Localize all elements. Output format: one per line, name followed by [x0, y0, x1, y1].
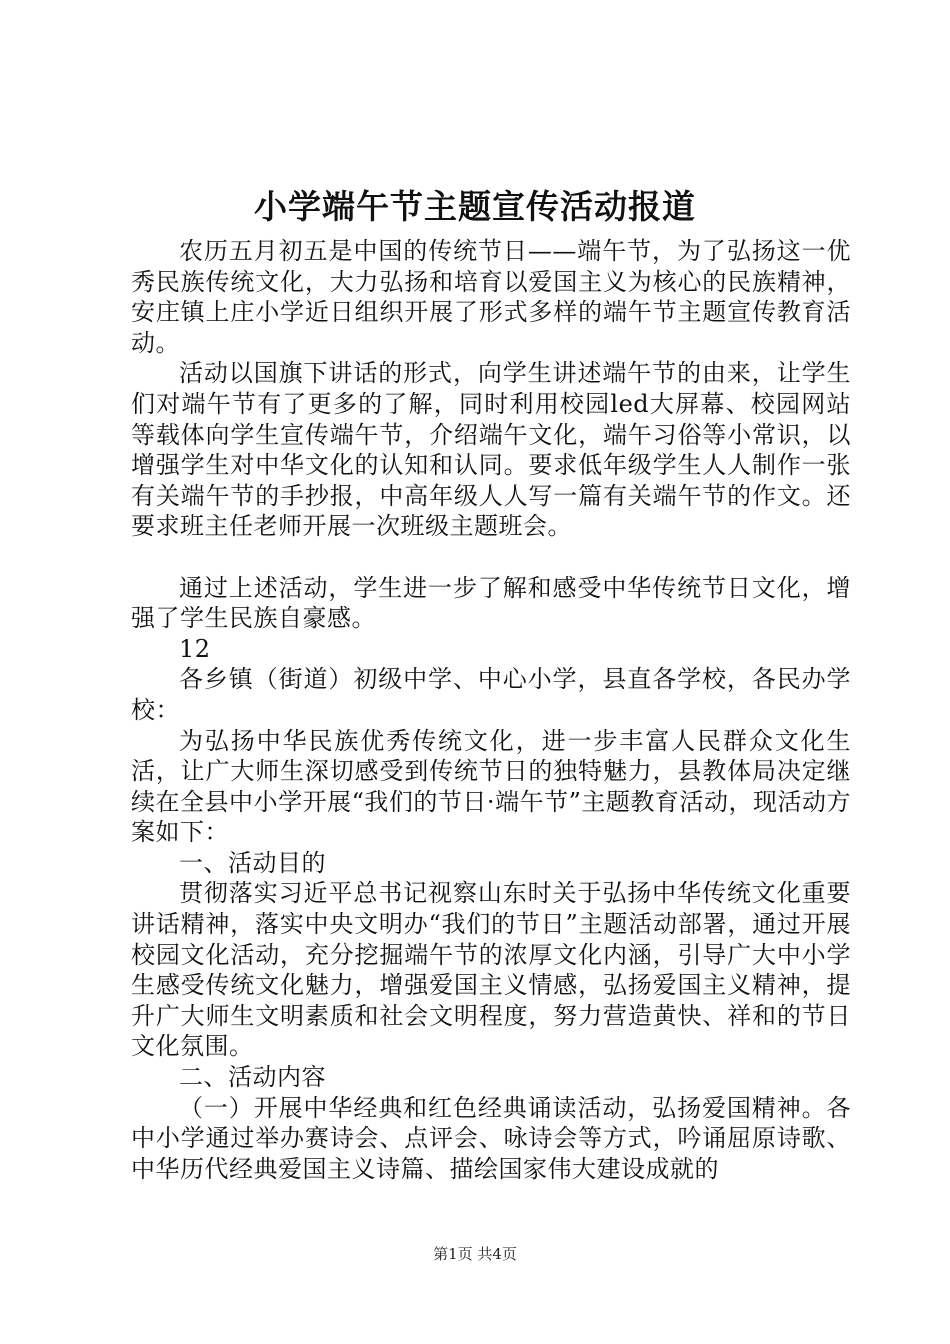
paragraph-recipients: 各乡镇（街道）初级中学、中心小学，县直各学校，各民办学校：: [131, 665, 851, 724]
document-title: 小学端午节主题宣传活动报道: [254, 187, 696, 226]
section-heading-content: 二、活动内容: [179, 1063, 326, 1092]
section-heading-purpose: 一、活动目的: [179, 848, 326, 877]
paragraph-spacer: [131, 542, 851, 573]
paragraph-number: 12: [179, 634, 211, 663]
paragraph-summary: 通过上述活动，学生进一步了解和感受中华传统节日文化，增强了学生民族自豪感。: [131, 573, 851, 633]
paragraph-purpose: 贯彻落实习近平总书记视察山东时关于弘扬中华传统文化重要讲话精神，落实中央文明办“我们的节日”主题活动部署，通过开展校园文化活动，充分挖掘端午节的浓厚文化内涵，引导广大中小学生感受传统文化魅力，增强爱国主义情感，弘扬爱国主义精神，提升广大师生文明素质和社会文明程度，努力营造黄快、祥和的节日文化氛围。: [131, 879, 851, 1061]
paragraph-content-1: （一）开展中华经典和红色经典诵读活动，弘扬爱国精神。各中小学通过举办赛诗会、点评会、咏诗会等方式，吟诵屈原诗歌、中华历代经典爱国主义诗篇、描绘国家伟大建设成就的: [131, 1093, 851, 1183]
document-body: [131, 236, 851, 1184]
paragraph-notice: 为弘扬中华民族优秀传统文化，进一步丰富人民群众文化生活，让广大师生深切感受到传统节日的独特魅力，县教体局决定继续在全县中小学开展“我们的节日·端午节”主题教育活动，现活动方案如下：: [131, 726, 851, 847]
paragraph-activities: 活动以国旗下讲话的形式，向学生讲述端午节的由来，让学生们对端午节有了更多的了解，同时利用校园led大屏幕、校园网站等载体向学生宣传端午节，介绍端午文化，端午习俗等小常识，以增强学生对中华文化的认知和认同。要求低年级学生人人制作一张有关端午节的手抄报，中高年级人人写一篇有关端午节的作文。还要求班主任老师开展一次班级主题班会。: [131, 359, 851, 541]
paragraph-intro: 农历五月初五是中国的传统节日——端午节，为了弘扬这一优秀民族传统文化，大力弘扬和培育以爱国主义为核心的民族精神，安庄镇上庄小学近日组织开展了形式多样的端午节主题宣传教育活动。: [131, 237, 851, 357]
page-footer: 第1页 共4页: [433, 1245, 517, 1263]
